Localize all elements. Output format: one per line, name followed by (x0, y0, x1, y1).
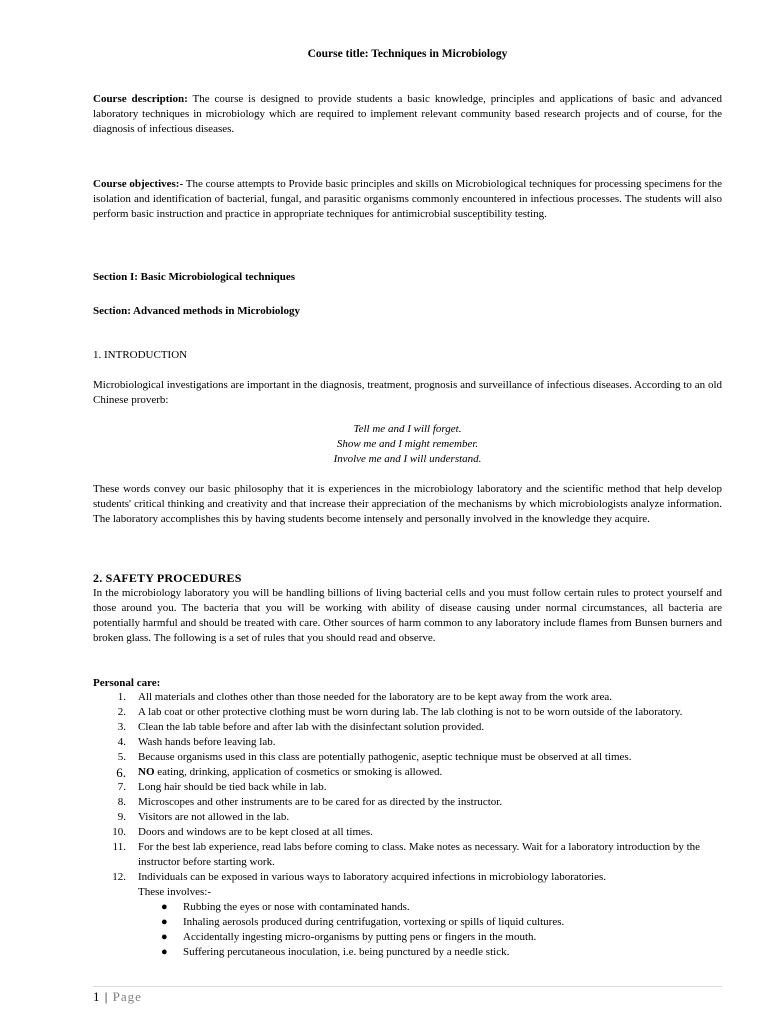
introduction-paragraph: Microbiological investigations are important in the diagnosis, treatment, prognosis and surveillance of infectious diseases. According to an old Chinese proverb: (93, 379, 722, 406)
description-label: Course description: (93, 93, 188, 105)
course-description (93, 92, 722, 137)
personal-care-heading: Personal care: (93, 677, 161, 689)
list-number: 1. (117, 691, 126, 703)
list-item (93, 870, 722, 885)
involves-label: These involves:- (138, 886, 212, 898)
list-text: Microscopes and other instruments are to be cared for as directed by the instructor. (138, 796, 503, 808)
list-text: For the best lab experience, read labs before coming to class. Make notes as necessary. Wait for a laboratory introduction by the instructor before starting work. (138, 841, 701, 868)
list-text: Because organisms used in this class are potentially pathogenic, aseptic technique must be observed at all times. (138, 751, 632, 763)
list-text-bold: NO (138, 766, 155, 778)
description-text: The course is designed to provide students a basic knowledge, principles and applications of basic and advanced laboratory techniques in microbiology which are required to implement relevant community based research projects and of course, for the diagnosis of infectious diseases. (93, 93, 722, 135)
list-number: 12. (112, 871, 126, 883)
safety-heading: 2. SAFETY PROCEDURES (93, 571, 242, 585)
list-item (93, 750, 722, 765)
rules-list (93, 690, 722, 960)
list-number: 11. (112, 841, 126, 853)
list-item (93, 840, 722, 870)
philosophy-paragraph: These words convey our basic philosophy that it is experiences in the microbiology laboratory and the scientific method that help develop students' critical thinking and creativity and that increase their appreciation of the mechanisms by which microbiologists analyze information. The laboratory accomplishes this by having students become intensely and personally involved in the knowledge they acquire. (93, 483, 722, 525)
section-1-heading: Section I: Basic Microbiological techniques (93, 271, 296, 283)
list-item (93, 720, 722, 735)
list-text: All materials and clothes other than those needed for the laboratory are to be kept away from the work area. (138, 691, 613, 703)
list-item (93, 795, 722, 810)
list-number: 8. (117, 796, 126, 808)
bullet-icon: ● (161, 931, 168, 943)
list-text: eating, drinking, application of cosmetics or smoking is allowed. (154, 766, 443, 778)
list-text: Long hair should be tied back while in lab. (138, 781, 327, 793)
page-number (93, 989, 142, 1005)
proverb (93, 422, 722, 467)
list-number: 3. (117, 721, 126, 733)
list-text: Doors and windows are to be kept closed at all times. (138, 826, 373, 838)
list-number: 2. (117, 706, 126, 718)
list-item (93, 690, 722, 705)
page-label: Page (112, 989, 142, 1004)
bullet-icon: ● (161, 946, 168, 958)
list-text: Wash hands before leaving lab. (138, 736, 276, 748)
proverb-line: Tell me and I will forget. (353, 423, 462, 435)
bullet-text: Rubbing the eyes or nose with contaminated hands. (183, 901, 410, 913)
course-title: Course title: Techniques in Microbiology (307, 48, 508, 60)
list-number: 6. (116, 765, 126, 780)
bullet-icon: ● (161, 916, 168, 928)
proverb-line: Show me and I might remember. (336, 438, 479, 450)
page-separator: | (104, 989, 109, 1004)
list-text: Individuals can be exposed in various ways to laboratory acquired infections in microbiology laboratories. (138, 871, 606, 883)
objectives-label: Course objectives:- (93, 178, 184, 190)
list-number: 4. (117, 736, 126, 748)
list-text: Visitors are not allowed in the lab. (138, 811, 290, 823)
introduction-heading: 1. INTRODUCTION (93, 349, 188, 361)
list-item (93, 825, 722, 840)
bullet-text: Inhaling aerosols produced during centrifugation, vortexing or spills of liquid cultures. (183, 916, 565, 928)
bullet-item (93, 900, 722, 915)
course-objectives (93, 177, 722, 222)
bullet-icon: ● (161, 901, 168, 913)
list-item (93, 780, 722, 795)
list-number: 7. (117, 781, 126, 793)
bullet-text: Accidentally ingesting micro-organisms by putting pens or fingers in the mouth. (183, 931, 537, 943)
list-item (93, 705, 722, 720)
proverb-line: Involve me and I will understand. (333, 453, 482, 465)
list-number: 9. (117, 811, 126, 823)
page-number-value: 1 (93, 989, 101, 1004)
list-number: 5. (117, 751, 126, 763)
section-2-heading: Section: Advanced methods in Microbiology (93, 305, 300, 317)
bullet-text: Suffering percutaneous inoculation, i.e. being punctured by a needle stick. (183, 946, 510, 958)
safety-paragraph: In the microbiology laboratory you will be handling billions of living bacterial cells and you must follow certain rules to protect yourself and those around you. The bacteria that you will be working with ability of disease causing under normal circumstances, all bacteria are potentially harmful and should be treated with care. Other sources of harm common to any laboratory include flames from Bunsen burners and broken glass. The following is a set of rules that you should read and observe. (93, 587, 722, 644)
bullet-item (93, 930, 722, 945)
list-number: 10. (112, 826, 126, 838)
objectives-text: The course attempts to Provide basic principles and skills on Microbiological techniques for processing specimens for the isolation and identification of bacterial, fungal, and parasitic organisms commonly encountered in infectious processes. The students will also perform basic instruction and practice in appropriate techniques for antimicrobial susceptibility testing. (93, 178, 722, 220)
bullet-item (93, 945, 722, 960)
list-item (93, 810, 722, 825)
list-text: A lab coat or other protective clothing must be worn during lab. The lab clothing is not to be worn outside of the laboratory. (138, 706, 683, 718)
list-text: Clean the lab table before and after lab with the disinfectant solution provided. (138, 721, 485, 733)
bullet-item (93, 915, 722, 930)
page-footer (93, 986, 722, 1004)
list-item (93, 735, 722, 750)
list-item (93, 765, 722, 780)
